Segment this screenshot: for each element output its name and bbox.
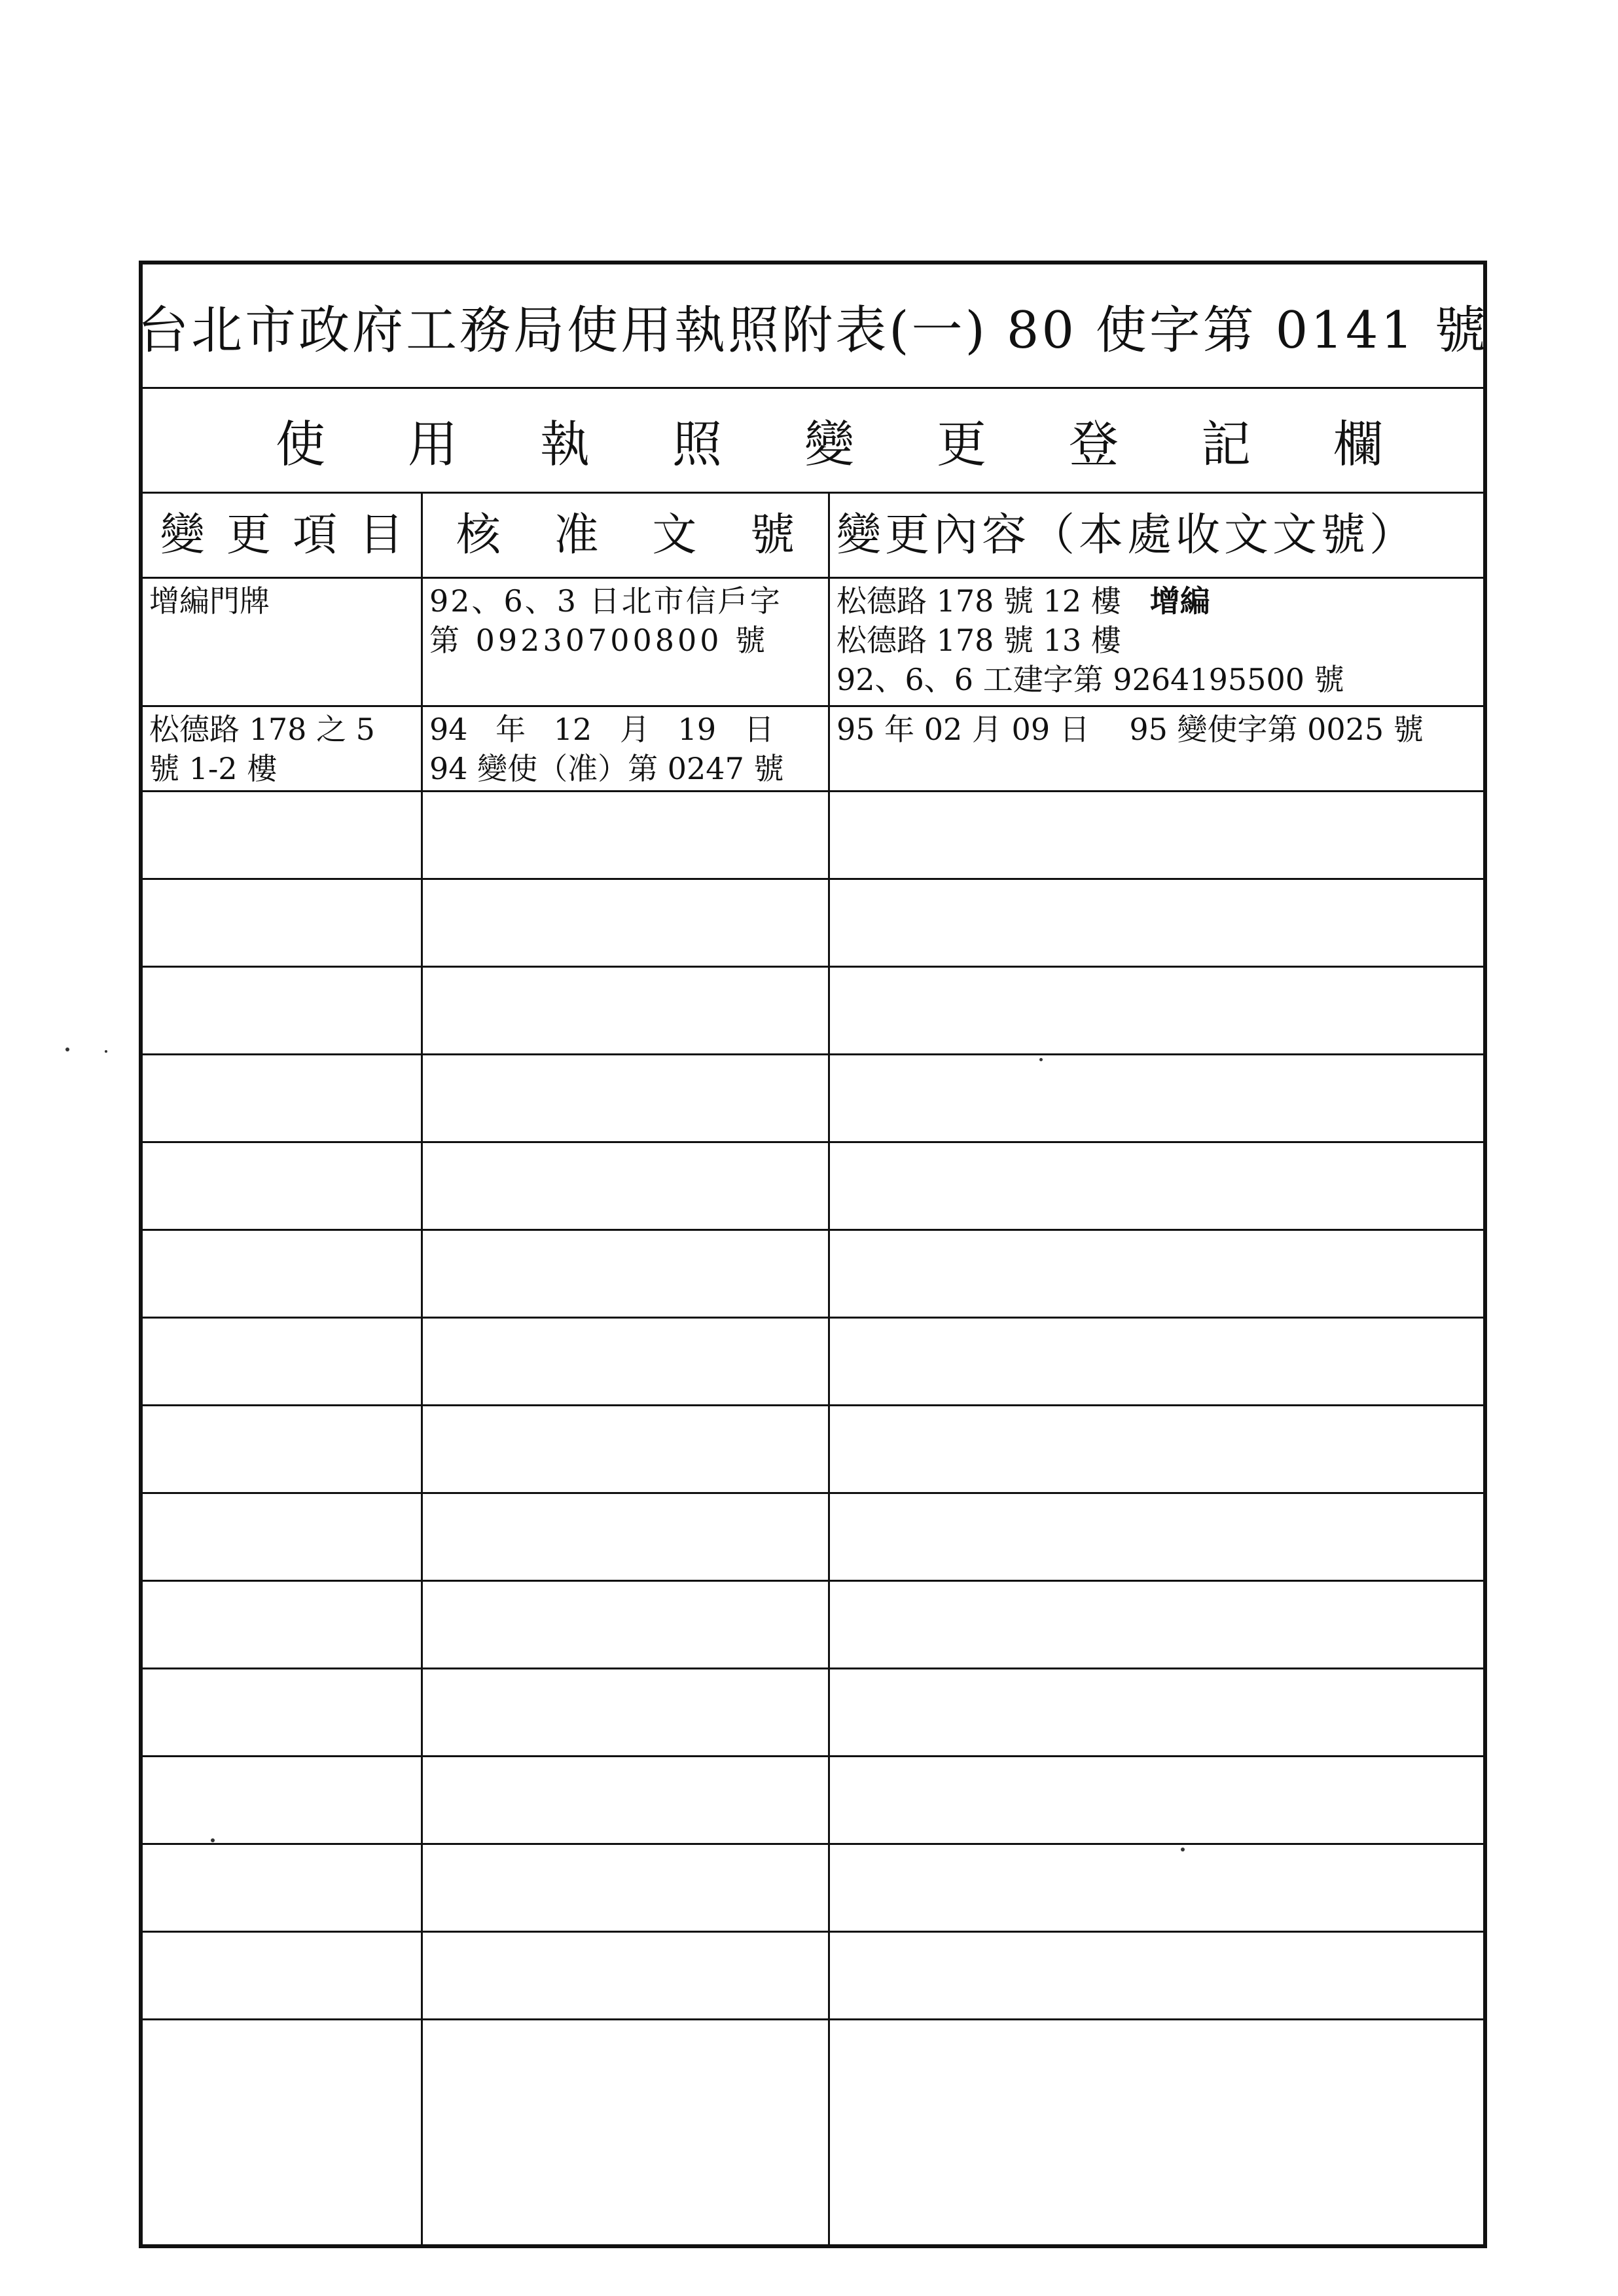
header-char: 核 (456, 509, 501, 561)
header-approval-number (423, 494, 830, 577)
empty-cell (830, 1406, 1483, 1492)
empty-cell (830, 968, 1483, 1053)
table-row (143, 579, 1483, 707)
empty-table-row (143, 2020, 1483, 2244)
empty-cell (830, 1143, 1483, 1229)
subtitle-char: 變 (804, 415, 854, 473)
scan-speck (65, 1048, 69, 1051)
cell-line: 增編門牌 (149, 583, 270, 619)
header-change-item (143, 494, 423, 577)
empty-cell (143, 1143, 423, 1229)
cell-line: 94 年 12 月 19 日 (429, 712, 774, 747)
scan-speck (105, 1050, 107, 1053)
empty-table-row (143, 1845, 1483, 1933)
content-text: 松德路 178 號 12 樓 (836, 583, 1121, 619)
empty-cell (423, 1757, 830, 1843)
empty-cell (143, 1933, 423, 2018)
subtitle-char: 用 (408, 415, 458, 473)
header-char: 准 (554, 509, 599, 561)
empty-table-row (143, 1406, 1483, 1494)
empty-cell (423, 1055, 830, 1141)
cell-line: 號 1-2 樓 (149, 751, 278, 786)
empty-cell (143, 1845, 423, 1931)
header-char: 變 (160, 509, 205, 561)
table-row (143, 707, 1483, 792)
cell-change-item (143, 707, 423, 790)
empty-cell (143, 792, 423, 878)
scan-speck (1181, 1848, 1185, 1851)
empty-cell (423, 792, 830, 878)
empty-cell (423, 968, 830, 1053)
empty-cell (830, 880, 1483, 966)
empty-cell (143, 1055, 423, 1141)
subtitle-char: 記 (1201, 415, 1251, 473)
header-char: 更 (226, 509, 271, 561)
empty-cell (830, 1055, 1483, 1141)
cell-change-item (143, 579, 423, 705)
empty-table-row (143, 1494, 1483, 1582)
empty-cell (830, 2020, 1483, 2244)
empty-table-row (143, 1582, 1483, 1669)
cell-change-content (830, 579, 1483, 705)
cell-approval-number (423, 579, 830, 705)
empty-cell (423, 2020, 830, 2244)
empty-cell (423, 1582, 830, 1667)
empty-cell (143, 1582, 423, 1667)
subtitle-char: 登 (1069, 415, 1119, 473)
usage-permit-attachment-sheet (139, 261, 1487, 2248)
cell-line: 94 變使（准）第 0247 號 (429, 751, 784, 786)
document-title: 台北市政府工務局使用執照附表(一) 80 使字第 0141 號 (143, 264, 1483, 389)
empty-cell (830, 1319, 1483, 1404)
empty-cell (423, 1319, 830, 1404)
cell-line (836, 581, 1477, 621)
empty-table-row (143, 968, 1483, 1055)
section-subtitle (143, 389, 1483, 494)
empty-cell (143, 968, 423, 1053)
empty-cell (830, 1669, 1483, 1755)
header-change-content: 變更內容（本處收文文號） (836, 509, 1418, 561)
cell-line: 第 09230700800 號 (429, 623, 769, 658)
table-header-row (143, 494, 1483, 579)
empty-cell (423, 880, 830, 966)
empty-cell (423, 1669, 830, 1755)
header-char: 項 (293, 509, 338, 561)
cell-line: 92、6、6 工建字第 9264195500 號 (836, 662, 1344, 697)
cell-line: 松德路 178 之 5 (149, 712, 375, 747)
empty-table-row (143, 1757, 1483, 1845)
empty-cell (830, 1231, 1483, 1317)
empty-cell (143, 2020, 423, 2244)
empty-cell (143, 1669, 423, 1755)
content-emphasis: 增編 (1149, 583, 1210, 619)
subtitle-char: 照 (672, 415, 722, 473)
empty-table-row (143, 1933, 1483, 2020)
scan-speck (211, 1838, 215, 1842)
empty-cell (143, 880, 423, 966)
header-char: 目 (359, 509, 404, 561)
subtitle-char: 執 (540, 415, 590, 473)
header-char: 文 (652, 509, 697, 561)
empty-cell (423, 1143, 830, 1229)
empty-cell (423, 1231, 830, 1317)
empty-table-row (143, 792, 1483, 880)
empty-cell (423, 1406, 830, 1492)
empty-table-row (143, 880, 1483, 968)
empty-table-row (143, 1143, 1483, 1231)
empty-cell (830, 792, 1483, 878)
header-char: 號 (750, 509, 795, 561)
cell-line: 92、6、3 日北市信戶字 (429, 583, 782, 619)
subtitle-char: 使 (276, 415, 325, 473)
cell-line: 松德路 178 號 13 樓 (836, 623, 1121, 658)
change-registry-table (143, 494, 1483, 2244)
empty-cell (143, 1319, 423, 1404)
cell-change-content (830, 707, 1483, 790)
empty-cell (423, 1494, 830, 1580)
empty-table-row (143, 1055, 1483, 1143)
empty-cell (143, 1231, 423, 1317)
empty-table-row (143, 1669, 1483, 1757)
scan-speck (1039, 1058, 1043, 1061)
empty-cell (423, 1933, 830, 2018)
cell-line: 95 年 02 月 09 日 95 變使字第 0025 號 (836, 712, 1424, 747)
empty-cell (423, 1845, 830, 1931)
empty-table-row (143, 1231, 1483, 1319)
empty-cell (830, 1582, 1483, 1667)
empty-table-row (143, 1319, 1483, 1406)
cell-approval-number (423, 707, 830, 790)
empty-cell (830, 1933, 1483, 2018)
empty-cell (830, 1757, 1483, 1843)
empty-cell (830, 1494, 1483, 1580)
empty-cell (830, 1845, 1483, 1931)
empty-cell (143, 1494, 423, 1580)
subtitle-char: 欄 (1333, 415, 1383, 473)
subtitle-char: 更 (937, 415, 986, 473)
empty-cell (143, 1757, 423, 1843)
empty-cell (143, 1406, 423, 1492)
